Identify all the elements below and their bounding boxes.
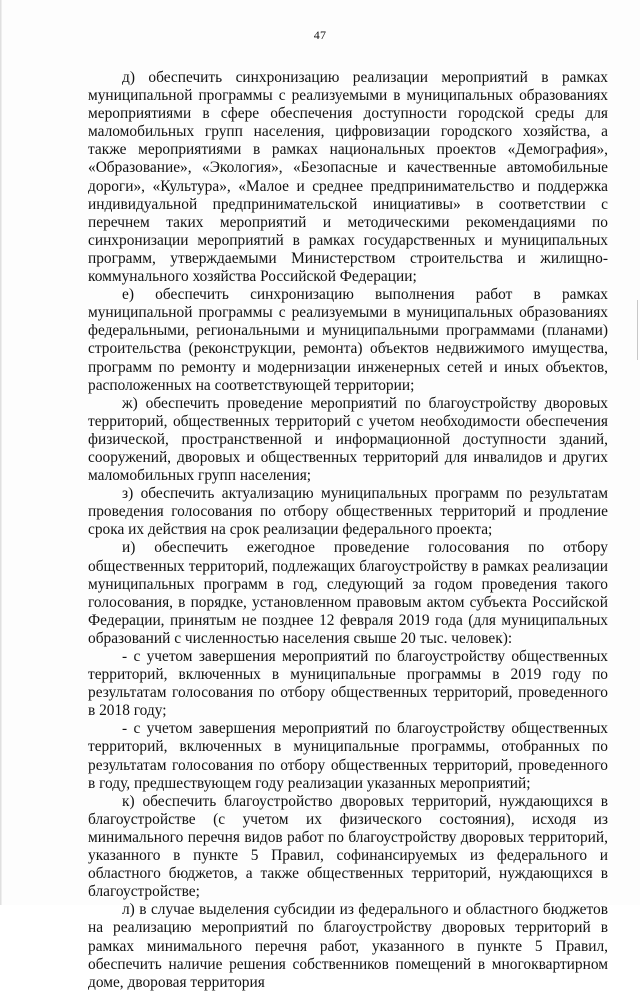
list-item-dash-1: - с учетом завершения мероприятий по благоустройству общественных территорий, включенных в муниципальные программы в 2019 году по результатам голосования по отбору общественных территорий, проведенного в 2018 году; — [88, 648, 608, 720]
paragraph-d: д) обеспечить синхронизацию реализации мероприятий в рамках муниципальной программы с реализуемыми в муниципальных образованиях мероприятиями в сфере обеспечения доступности городской среды для маломобильных групп населения, цифровизации городского хозяйства, а также мероприятиями в рамках национальных проектов «Демография», «Образование», «Экология», «Безопасные и качественные автомобильные дороги», «Культура», «Малое и среднее предпринимательство и поддержка индивидуальной предпринимательской инициативы» в соответствии с перечнем таких мероприятий и методическими рекомендациями по синхронизации мероприятий в рамках государственных и муниципальных программ, утверждаемыми Министерством строительства и жилищно-коммунального хозяйства Российской Федерации; — [88, 69, 608, 286]
document-body — [88, 69, 608, 992]
paragraph-k: к) обеспечить благоустройство дворовых территорий, нуждающихся в благоустройстве (с учетом их физического состояния), исходя из минимального перечня видов работ по благоустройству дворовых территорий, указанного в пункте 5 Правил, софинансируемых из федерального и областного бюджетов, а также общественных территорий, нуждающихся в благоустройстве; — [88, 792, 608, 901]
paragraph-z: з) обеспечить актуализацию муниципальных программ по результатам проведения голосования по отбору общественных территорий и продление срока их действия на срок реализации федерального проекта; — [88, 485, 608, 539]
paragraph-e: е) обеспечить синхронизацию выполнения работ в рамках муниципальной программы с реализуемыми в муниципальных образованиях федеральными, региональными и муниципальными программами (планами) строительства (реконструкции, ремонта) объектов недвижимого имущества, программ по ремонту и модернизации инженерных сетей и иных объектов, расположенных на соответствующей территории; — [88, 286, 608, 394]
paragraph-l: л) в случае выделения субсидии из федерального и областного бюджетов на реализацию мероприятий по благоустройству дворовых территорий в рамках минимального перечня работ, указанного в пункте 5 Правил, обеспечить наличие решения собственников помещений в многоквартирном доме, дворовая территория — [88, 901, 608, 991]
paragraph-zh: ж) обеспечить проведение мероприятий по благоустройству дворовых территорий, общественных территорий с учетом необходимости обеспечения физической, пространственной и информационной доступности зданий, сооружений, дворовых и общественных территорий для инвалидов и других маломобильных групп населения; — [88, 394, 608, 485]
scan-right-mark — [637, 300, 638, 360]
page-number: 47 — [313, 28, 327, 42]
paragraph-i: и) обеспечить ежегодное проведение голосования по отбору общественных территорий, подлежащих благоустройству в рамках реализации муниципальных программ в год, следующий за годом проведения такого голосования, в порядке, установленном правовым актом субъекта Российской Федерации, принятым не позднее 12 февраля 2019 года (для муниципальных образований с численностью населения свыше 20 тыс. человек): — [88, 539, 608, 647]
list-item-dash-2: - с учетом завершения мероприятий по благоустройству общественных территорий, включенных в муниципальные программы, отобранных по результатам голосования по отбору общественных территорий, проведенного в году, предшествующем году реализации указанных мероприятий; — [88, 720, 608, 792]
scan-left-edge — [0, 0, 2, 905]
